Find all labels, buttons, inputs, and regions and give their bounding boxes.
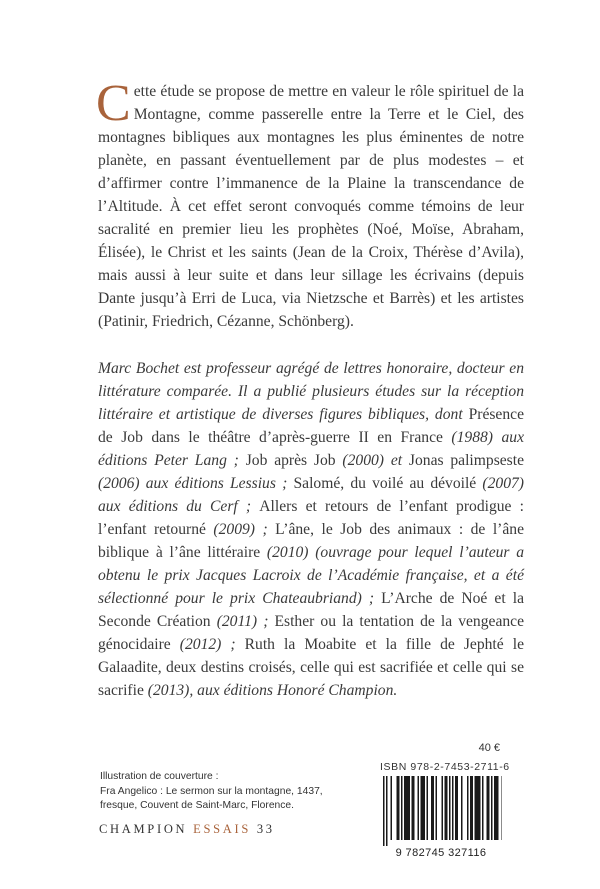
summary-paragraph: [96, 75, 524, 333]
barcode-bar: [494, 776, 499, 840]
barcode-bar: [442, 776, 444, 840]
author-bio-paragraph: [98, 357, 524, 702]
series-line: [99, 822, 275, 837]
bio-publisher-note: (2012) ;: [170, 636, 245, 653]
barcode-bar: [404, 776, 410, 840]
barcode-bar: [431, 776, 434, 840]
drop-cap: C: [96, 75, 131, 132]
barcode-bar: [452, 776, 454, 840]
barcode-bar: [401, 776, 403, 840]
series-number: 33: [256, 822, 275, 836]
bio-publisher-note: (2013), aux éditions Honoré Champion.: [143, 682, 398, 699]
book-title: Esther ou la tentation de la vengeance génocidaire: [98, 613, 525, 653]
barcode-bar: [445, 776, 448, 840]
barcode-bar: [397, 776, 400, 840]
book-title: L’âne, le Job des animaux : de l’âne biblique à l’âne littéraire: [98, 521, 525, 561]
barcode-bar: [470, 776, 473, 840]
barcode-bar: [449, 776, 451, 840]
bio-publisher-note: (2007) aux éditions du Cerf ;: [98, 475, 524, 515]
barcode-bar: [386, 776, 388, 846]
cover-credits: [100, 770, 360, 814]
credits-location: fresque, Couvent de Saint-Marc, Florence.: [100, 800, 295, 811]
barcode-bar: [383, 776, 385, 846]
summary-text: ette étude se propose de mettre en valeur le rôle spirituel de la Montagne, comme passerelle entre la Terre et le Ciel, des montagnes bibliques aux montagnes les plus éminentes de notre planète, en passant éventuellement par de plus modestes – et d’affirmer contre l’immanence de la Plaine la transcendance de l’Altitude. À cet effet seront convoqués comme témoins de leur sacralité en premier lieu les prophètes (Noé, Moïse, Abraham, Élisée), le Christ et les saints (Jean de la Croix, Thérèse d’Avila), mais aussi à leur suite et dans leur sillage les écrivains (depuis Dante jusqu’à Erri de Luca, via Nietzsche et Barrès) et les artistes (Patinir, Friedrich, Cézanne, Schönberg).: [98, 83, 524, 330]
book-title: L’Arche de Noé et la Seconde Création: [98, 590, 524, 630]
barcode-bar: [491, 776, 493, 840]
publisher-name: CHAMPION: [99, 822, 188, 836]
book-title: Jonas palimpseste: [408, 452, 525, 469]
barcode-bar: [467, 776, 469, 840]
barcode-bar: [427, 776, 429, 840]
barcode-bar: [418, 776, 420, 840]
book-title: Allers et retours de l’enfant prodigue : l’enfant retourné: [98, 498, 524, 538]
bio-publisher-note: (2010) (ouvrage pour lequel l’auteur a obtenu le prix Jacques Lacroix de l’Académie française, et a été sélectionné pour le prix Chateaubriand) ;: [98, 544, 524, 607]
barcode-bar: [412, 776, 415, 840]
bio-publisher-note: (2011) ;: [210, 613, 275, 630]
barcode-bar: [482, 776, 484, 840]
collection-name: ESSAIS: [193, 822, 251, 836]
barcode-bars: [383, 776, 502, 846]
isbn-label: ISBN 978-2-7453-2711-6: [380, 761, 510, 773]
credits-artwork: Fra Angelico : Le sermon sur la montagne, 1437,: [100, 785, 323, 797]
price-label: 40 €: [478, 742, 500, 754]
barcode-bar: [502, 776, 503, 840]
book-title: Ruth la Moabite et la fille de Jephté le Galaadite, deux destins croisés, celle qui est sacrifiée et celle qui se sacrifie: [98, 636, 524, 699]
bio-publisher-note: (1988) aux éditions Peter Lang ;: [98, 429, 524, 469]
book-title: Salomé, du voilé au dévoilé: [293, 475, 477, 492]
barcode-bar: [475, 776, 481, 840]
barcode-bar: [436, 776, 438, 840]
bio-publisher-note: (2009) ;: [205, 521, 276, 538]
barcode: [380, 774, 502, 860]
book-title: Job après Job: [245, 452, 336, 469]
credits-heading: Illustration de couverture :: [100, 771, 219, 782]
barcode-bar: [421, 776, 426, 840]
back-cover-text: [96, 75, 525, 702]
barcode-bar: [391, 776, 393, 840]
barcode-bar: [461, 776, 463, 840]
bio-intro: Marc Bochet est professeur agrégé de lettres honoraire, docteur en littérature comparée. Il a publié plusieurs études sur la réception littéraire et artistique de diverses figures bibliques, dont: [98, 360, 524, 423]
barcode-bar: [487, 776, 490, 840]
bio-publisher-note: (2000) et: [335, 452, 409, 469]
book-title: Présence de Job dans le théâtre d’après-guerre II en France: [98, 406, 524, 446]
bio-publisher-note: (2006) aux éditions Lessius ;: [98, 475, 294, 492]
barcode-number: 9 782745 327116: [395, 847, 487, 859]
barcode-bar: [455, 776, 458, 840]
